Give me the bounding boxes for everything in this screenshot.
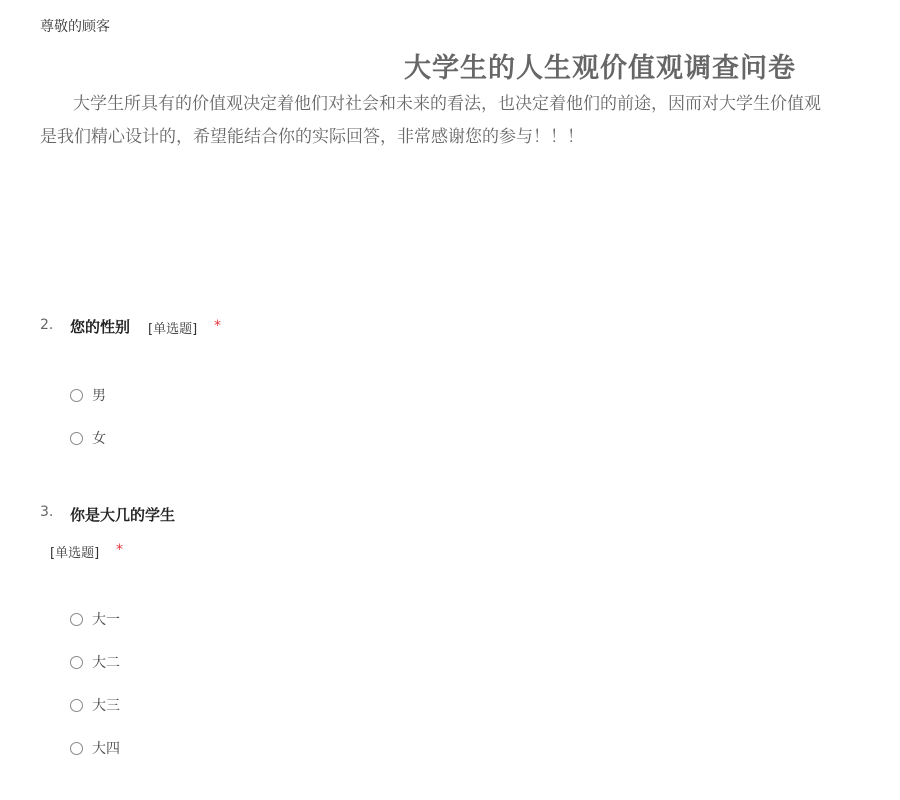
question-title: 你是大几的学生 [70, 506, 176, 524]
option-label: 大三 [92, 698, 120, 714]
radio-button[interactable] [70, 742, 83, 755]
required-marker: * [214, 318, 221, 334]
radio-button[interactable] [70, 613, 83, 626]
radio-button[interactable] [70, 389, 83, 402]
survey-intro [40, 88, 900, 154]
option-female[interactable] [70, 429, 106, 447]
option-year-2[interactable] [70, 653, 120, 671]
option-label: 男 [92, 388, 106, 404]
option-year-3[interactable] [70, 696, 120, 714]
question-title: 您的性别 [70, 318, 131, 336]
intro-line-2: 是我们精心设计的，希望能结合你的实际回答，非常感谢您的参与！！！ [40, 127, 584, 147]
survey-title: 大学生的人生观价值观调查问卷 [404, 53, 796, 84]
option-label: 大一 [92, 612, 120, 628]
greeting-text: 尊敬的顾客 [40, 19, 110, 35]
option-label: 大二 [92, 655, 120, 671]
required-marker: * [116, 542, 123, 558]
radio-button[interactable] [70, 699, 83, 712]
option-label: 大四 [92, 741, 120, 757]
radio-button[interactable] [70, 656, 83, 669]
question-number: 2. [40, 317, 54, 333]
question-number: 3. [40, 504, 54, 520]
intro-line-1: 大学生所具有的价值观决定着他们对社会和未来的看法，也决定着他们的前途，因而对大学生价值观 [73, 94, 821, 114]
radio-button[interactable] [70, 432, 83, 445]
option-year-1[interactable] [70, 610, 120, 628]
question-type-label: [单选题] [148, 322, 198, 337]
question-type-label: [单选题] [50, 546, 100, 561]
option-label: 女 [92, 431, 106, 447]
option-year-4[interactable] [70, 739, 120, 757]
option-male[interactable] [70, 386, 106, 404]
